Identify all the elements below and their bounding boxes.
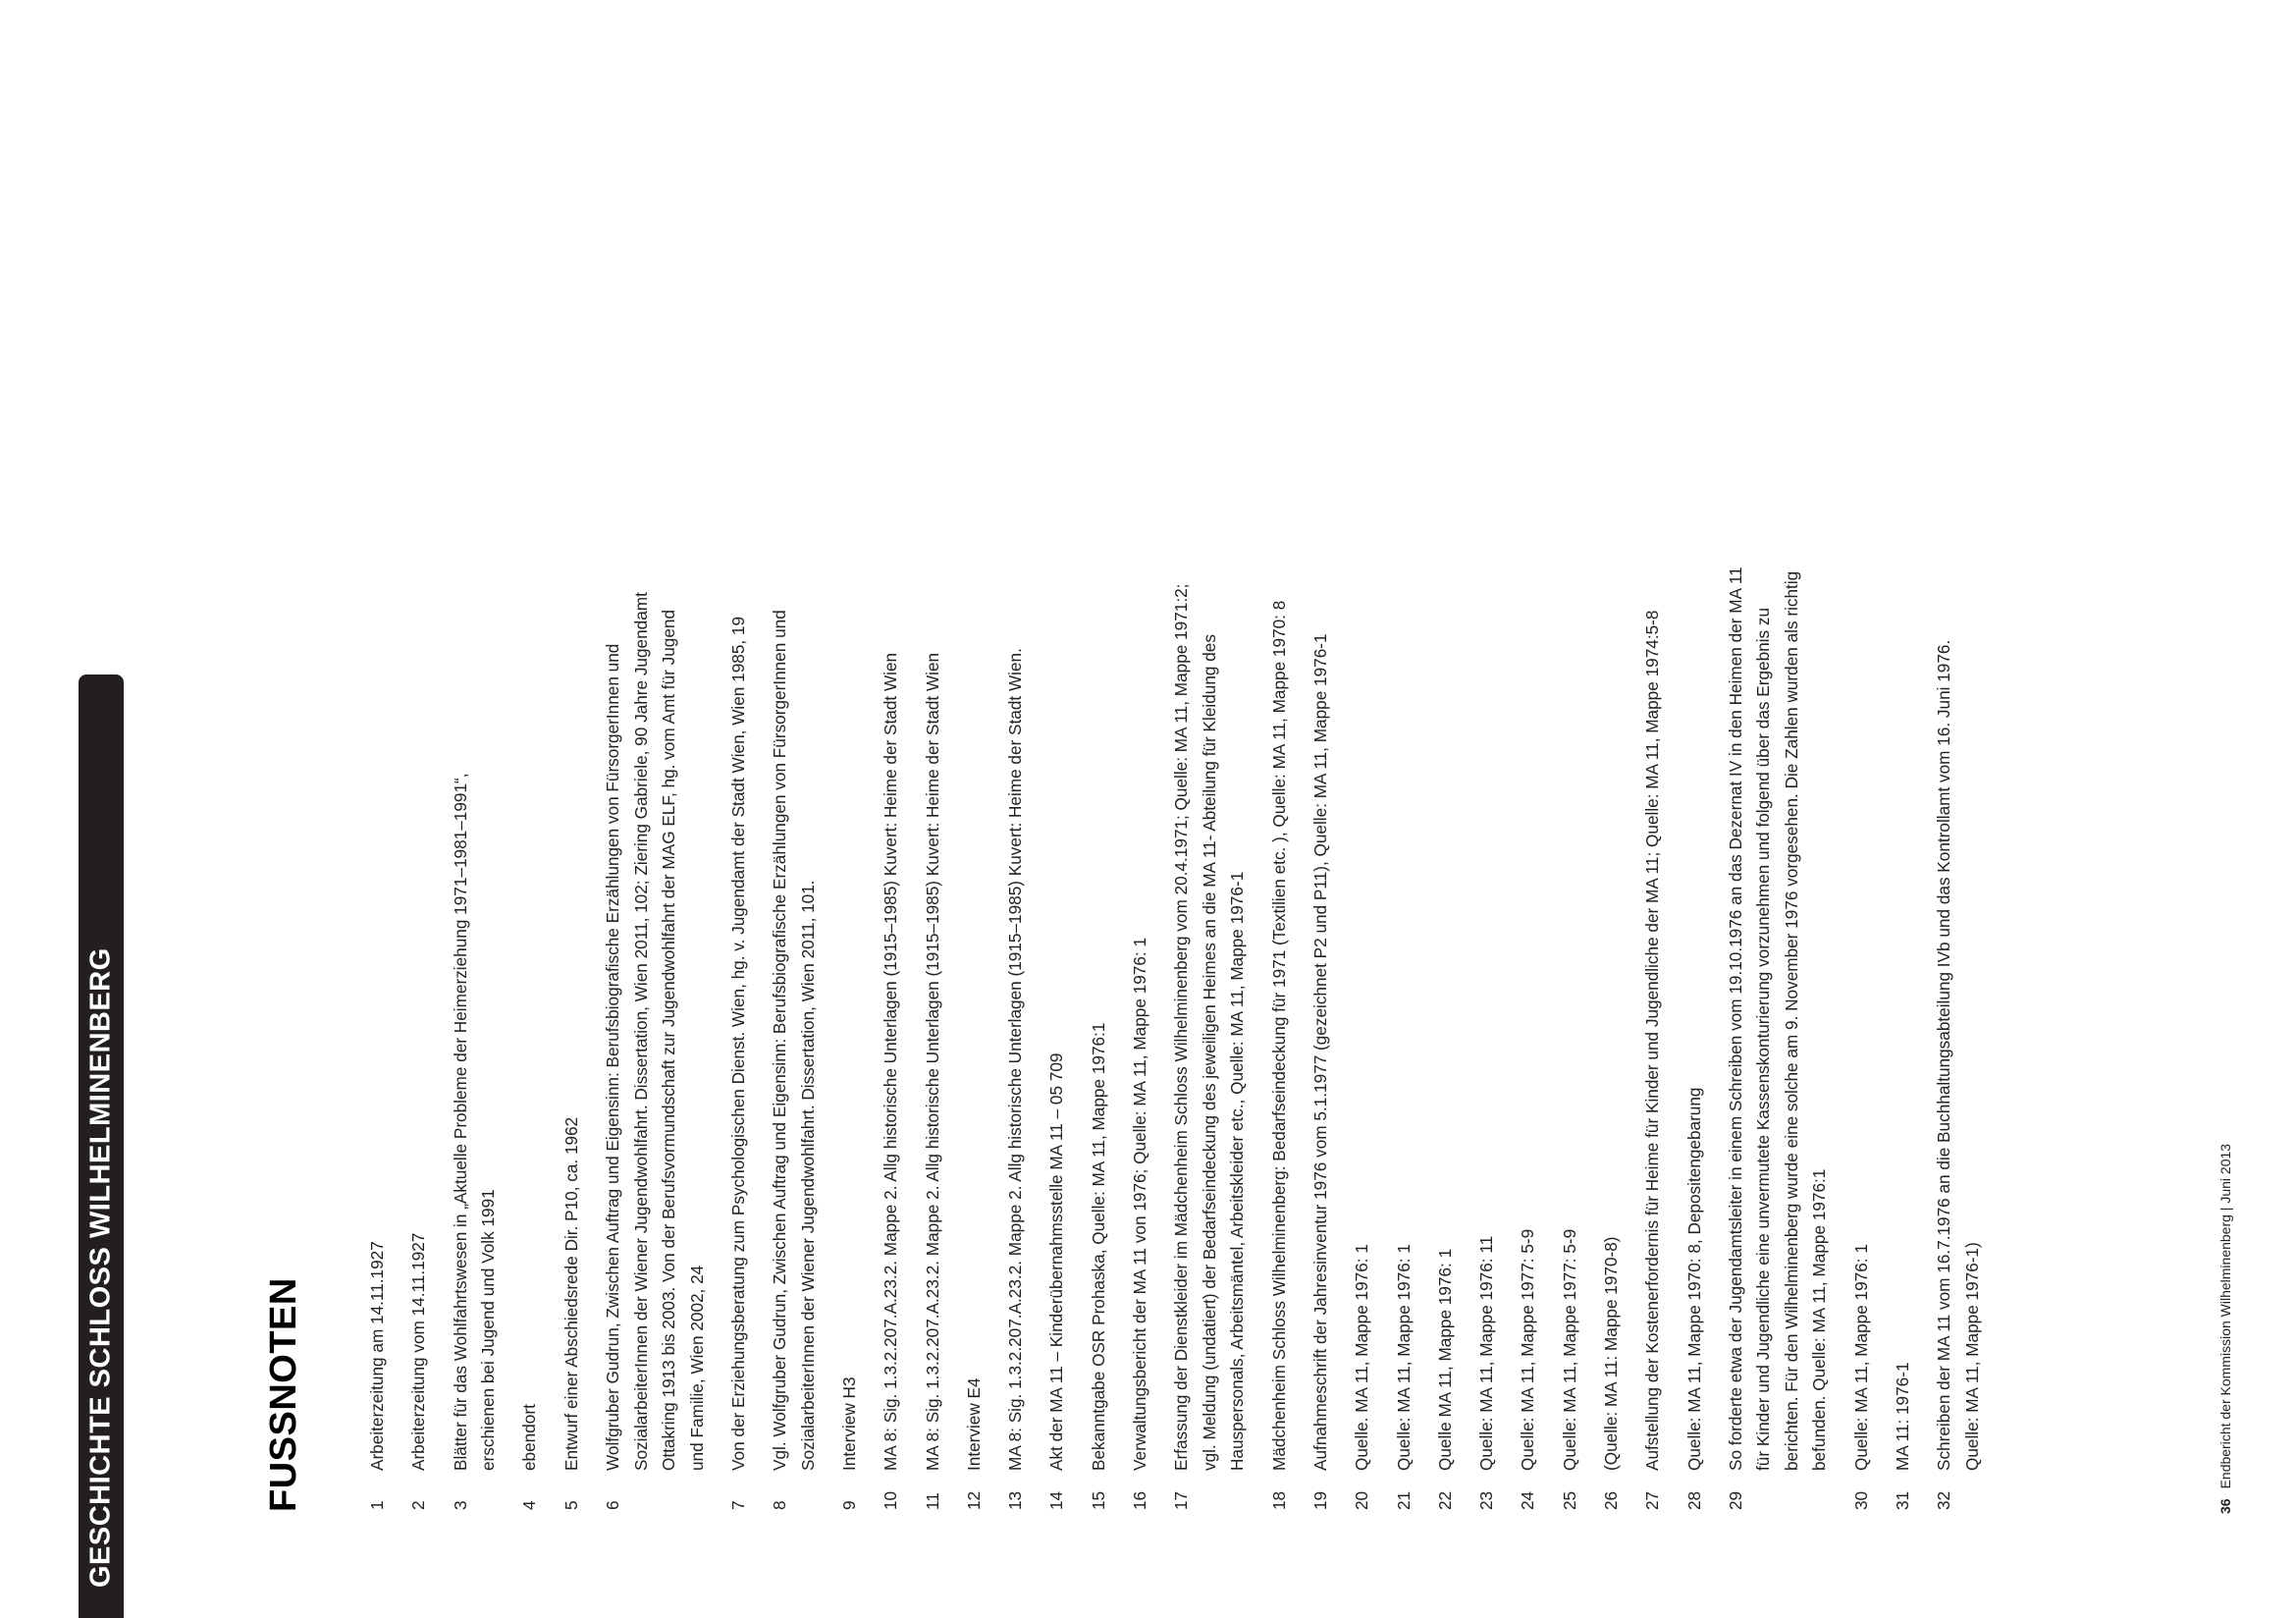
footnote-number: 26 (1601, 1490, 1621, 1510)
footnote-item (363, 57, 392, 1510)
footnote-text: Quelle. MA 11, Mappe 1976: 1 (1352, 1244, 1372, 1471)
footnote-text: Interview E4 (963, 1377, 984, 1471)
footnote-number: 29 (1725, 1490, 1745, 1510)
footnote-number: 13 (1005, 1490, 1026, 1510)
footnote-item (1847, 57, 1876, 1510)
footnote-number: 25 (1559, 1490, 1579, 1510)
footnote-item (1167, 57, 1252, 1510)
footnote-number: 32 (1934, 1490, 1954, 1510)
footnote-item (835, 57, 864, 1510)
footnote-text: Quelle: MA 11, Mappe 1977: 5-9 (1518, 1228, 1538, 1471)
footnote-text: Aufstellung der Kostenerfordernis für Heime für Kinder und Jugendliche der MA 11; Quelle: MA 11, Mappe 1974:5-8 (1642, 610, 1663, 1471)
footnote-item (447, 57, 503, 1510)
footnote-item (1042, 57, 1071, 1510)
footnote-item (1472, 57, 1501, 1510)
footnote-number: 3 (450, 1500, 470, 1510)
footnote-number: 22 (1434, 1490, 1455, 1510)
section-title: GESCHICHTE SCHLOSS WILHELMINENBERG (84, 947, 117, 1588)
footnote-text: Akt der MA 11 – Kinderübernahmsstelle MA 11 – 05 709 (1046, 1052, 1067, 1471)
footnote-number: 11 (922, 1492, 942, 1510)
footnote-text: Erfassung der Dienstkleider im Mädchenheim Schloss Wilhelminenberg vom 20.4.1971; Quelle: MA 11, Mappe 1971:2; vgl. Meldung (undatiert) der Bedarfseindeckung des jeweiligen Heimes an die MA 11- Abteilung für Kleidung des Hauspersonals, Arbeitsmäntel, Arbeitskleider etc., Quelle: MA 11, Mappe 1976-1 (1171, 583, 1248, 1471)
footnote-text: So forderte etwa der Jugendamtsleiter in einem Schreiben vom 19.10.1976 an das Dezernat IV in den Heimen der MA 11 für Kinder und Jugendliche eine unvermutete Kassenskonturierung vorzunehmen und folgend über das Ergebnis zu berichten. Für den Wilhelminenberg wurde eine solche am 9. November 1976 vorgesehen. Die Zahlen wurden als richtig befunden. Quelle: MA 11, Mappe 1976:1 (1725, 566, 1830, 1471)
footnote-number: 14 (1046, 1490, 1067, 1510)
footnote-text: Quelle: MA 11, Mappe 1977: 5-9 (1559, 1228, 1579, 1471)
footnote-item (1126, 57, 1154, 1510)
footnote-number: 30 (1850, 1490, 1871, 1510)
footnote-text: Verwaltungsbericht der MA 11 von 1976; Quelle: MA 11, Mappe 1976: 1 (1130, 937, 1149, 1471)
page-title: FUSSNOTEN (263, 1277, 304, 1512)
footnote-text: Aufnahmeschrift der Jahresinventur 1976 vom 5.1.1977 (gezeichnet P2 und P11), Quelle: MA 11, Mappe 1976-1 (1309, 633, 1330, 1471)
page-number: 36 (2217, 1498, 2233, 1514)
footnote-text: MA 11: 1976-1 (1893, 1362, 1912, 1471)
footnote-number: 6 (603, 1500, 622, 1510)
footnote-number: 4 (519, 1500, 540, 1510)
footnote-item (1930, 57, 1986, 1510)
footnote-number: 16 (1130, 1490, 1149, 1510)
footnote-number: 2 (408, 1500, 429, 1510)
footnote-number: 12 (963, 1490, 984, 1510)
footnote-text: Blätter für das Wohlfahrtswesen in „Aktuelle Probleme der Heimerziehung 1971–1981–1991“, erschienen bei Jugend und Volk 1991 (450, 773, 499, 1471)
footnote-text: MA 8: Sig. 1.3.2.207.A.23.2. Mappe 2. Allg historische Unterlagen (1915–1985) Kuvert: Heime der Stadt Wien (881, 652, 901, 1471)
footnote-text: Von der Erziehungsberatung zum Psychologischen Dienst. Wien, hg. v. Jugendamt der Stadt Wien, Wien 1985, 19 (727, 616, 748, 1471)
footnote-text: Quelle: MA 11, Mappe 1976: 1 (1850, 1244, 1871, 1471)
footnote-item (766, 57, 822, 1510)
footnote-text: Quelle: MA 11, Mappe 1976: 11 (1476, 1235, 1497, 1471)
page-footer (2218, 532, 2232, 1514)
footnote-item (1348, 57, 1376, 1510)
footnote-item (404, 57, 433, 1510)
footnote-number: 20 (1352, 1490, 1372, 1510)
footnote-text: Entwurf einer Abschiedsrede Dir. P10, ca. 1962 (561, 1116, 581, 1471)
footnote-item (1556, 57, 1584, 1510)
footnote-item (1638, 57, 1667, 1510)
footnote-number: 23 (1476, 1490, 1497, 1510)
footnote-item (1085, 57, 1113, 1510)
footnote-text: Wolfgruber Gudrun, Zwischen Auftrag und Eigensinn: Berufsbiografische Erzählungen von FürsorgerInnen und SozialarbeiterInnen der Wiener Jugendwohlfahrt. Dissertation, Wien 2011, 102; Ziering Gabriele, 90 Jahre Jugendamt Ottakring 1913 bis 2003. Von der Berufsvormundschaft zur Jugendwohlfahrt der MAG ELF, hg. vom Amt für Jugend und Familie, Wien 2002, 24 (603, 592, 707, 1471)
footnote-item (599, 57, 711, 1510)
footnote-item (515, 57, 544, 1510)
footnote-number: 5 (561, 1500, 581, 1510)
footnote-text: ebendort (519, 1404, 540, 1471)
footnote-text: Quelle: MA 11, Mappe 1970: 8, Depositengebarung (1683, 1087, 1704, 1471)
footnote-item (1889, 57, 1917, 1510)
footnote-text: Quelle MA 11, Mappe 1976: 1 (1434, 1248, 1455, 1471)
footnote-number: 17 (1171, 1490, 1192, 1510)
footnote-text: Interview H3 (838, 1376, 859, 1471)
footnote-number: 18 (1268, 1490, 1289, 1510)
footnote-item (1307, 57, 1335, 1510)
footnote-item (1681, 57, 1709, 1510)
footnote-text: MA 8: Sig. 1.3.2.207.A.23.2. Mappe 2. Allg historische Unterlagen (1915–1985) Kuvert: Heime der Stadt Wien (922, 652, 942, 1471)
footnote-number: 8 (770, 1500, 790, 1510)
footnote-text: MA 8: Sig. 1.3.2.207.A.23.2. Mappe 2. Allg historische Unterlagen (1915–1985) Kuvert: Heime der Stadt Wien. (1005, 648, 1026, 1471)
footnote-number: 10 (881, 1490, 901, 1510)
footer-text: Endbericht der Kommission Wilhelminenberg | Juni 2013 (2217, 1143, 2233, 1489)
footnote-item (960, 57, 988, 1510)
footnote-item (1390, 57, 1418, 1510)
footnote-number: 27 (1642, 1490, 1663, 1510)
footnote-text: Arbeiterzeitung am 14.11.1927 (367, 1241, 387, 1471)
footnote-number: 21 (1393, 1490, 1414, 1510)
footnote-number: 7 (727, 1500, 748, 1510)
footnote-item (1265, 57, 1294, 1510)
footnote-item (1514, 57, 1542, 1510)
footnote-item (877, 57, 905, 1510)
footnote-number: 28 (1683, 1490, 1704, 1510)
footnote-item (1722, 57, 1834, 1510)
footnote-text: Arbeiterzeitung vom 14.11.1927 (408, 1232, 429, 1471)
footnote-number: 19 (1309, 1490, 1330, 1510)
footnote-text: Mädchenheim Schloss Wilhelminenberg: Bedarfseindeckung für 1971 (Textilien etc. ), Quelle: MA 11, Mappe 1970: 8 (1268, 600, 1289, 1471)
footnote-number: 9 (838, 1500, 859, 1510)
footnote-item (1431, 57, 1460, 1510)
footnote-number: 15 (1088, 1490, 1108, 1510)
footnote-item (919, 57, 947, 1510)
footnote-text: (Quelle: MA 11: Mappe 1970-8) (1601, 1236, 1621, 1471)
footnote-text: Quelle: MA 11, Mappe 1976: 1 (1393, 1244, 1414, 1471)
footnote-item (558, 57, 586, 1510)
footnote-text: Vgl. Wolfgruber Gudrun, Zwischen Auftrag und Eigensinn: Berufsbiografische Erzählungen von FürsorgerInnen und SozialarbeiterInnen der Wiener Jugendwohlfahrt. Dissertation, Wien 2011, 101. (770, 610, 818, 1471)
footnote-text: Bekanntgabe OSR Prohaska, Quelle: MA 11, Mappe 1976:1 (1088, 1022, 1108, 1471)
footnote-item (1001, 57, 1030, 1510)
footnote-number: 24 (1518, 1490, 1538, 1510)
footnote-number: 31 (1893, 1490, 1912, 1510)
footnote-item (1597, 57, 1626, 1510)
footnote-text: Schreiben der MA 11 vom 16.7.1976 an die Buchhaltungsabteilung IVb und das Kontrollamt vom 16. Juni 1976. Quelle: MA 11, Mappe 1976-1) (1934, 639, 1982, 1471)
footnote-item (724, 57, 753, 1510)
footnote-number: 1 (367, 1500, 387, 1510)
